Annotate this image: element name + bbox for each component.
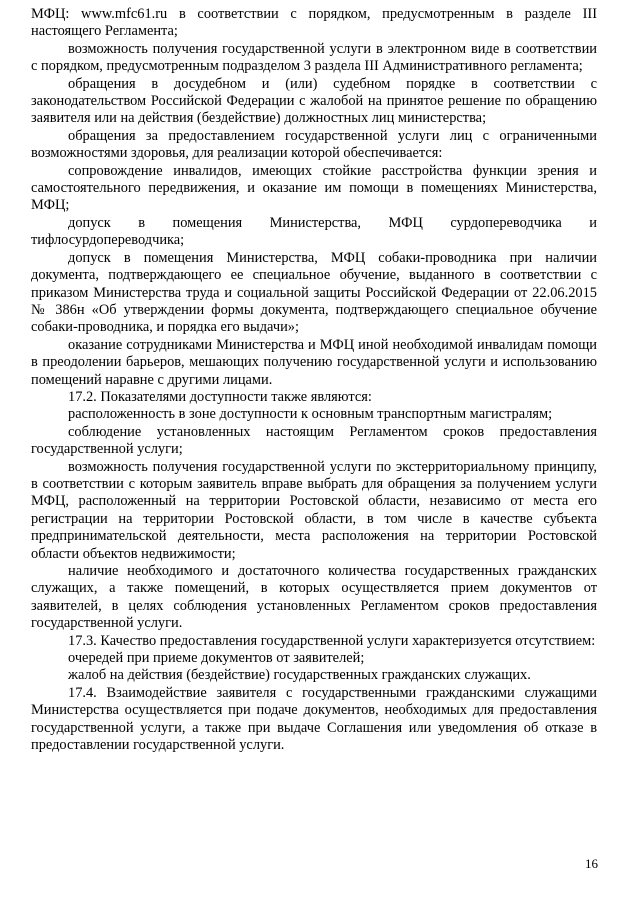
paragraph-17-2-heading: 17.2. Показателями доступности также являются:: [68, 388, 372, 405]
paragraph-no-queues: очередей при приеме документов от заявителей;: [68, 650, 365, 667]
paragraph-17-4-interaction: 17.4. Взаимодействие заявителя с государственными гражданскими служащими Министерства осуществляется при подаче документов, необходимых для предоставления государственной услуги, а также при выдаче Соглашения или уведомления об отказе в предоставлении государственной услуги.: [31, 684, 597, 754]
paragraph-appeal: обращения в досудебном и (или) судебном порядке в соответствии с законодательством Российской Федерации с жалобой на принятое решение по обращению заявителя или на действия (бездействие) должностных лиц министерства;: [31, 75, 597, 127]
paragraph-escort: сопровождение инвалидов, имеющих стойкие расстройства функции зрения и самостоятельного передвижения, и оказание им помощи в помещениях Министерства, МФЦ;: [31, 162, 597, 214]
paragraph-no-complaints: жалоб на действия (бездействие) государственных гражданских служащих.: [68, 667, 531, 684]
paragraph-electronic-service: возможность получения государственной услуги в электронном виде в соответствии с порядком, предусмотренным подразделом 3 раздела III Административного регламента;: [31, 40, 597, 75]
paragraph-disabled-access: обращения за предоставлением государственной услуги лиц с ограниченными возможностями здоровья, для реализации которой обеспечивается:: [31, 127, 597, 162]
paragraph-staff-premises: наличие необходимого и достаточного количества государственных гражданских служащих, а также помещений, в которых осуществляется прием документов от заявителей, в целях соблюдения установленных Регламентом сроков предоставления государственной услуги.: [31, 563, 597, 632]
paragraph-mfc-website: МФЦ: www.mfc61.ru в соответствии с порядком, предусмотренным в разделе III настоящего Регламента;: [31, 6, 597, 40]
paragraph-deadlines: соблюдение установленных настоящим Регламентом сроков предоставления государственной услуги;: [31, 423, 597, 458]
paragraph-extraterritorial: возможность получения государственной услуги по экстерриториальному принципу, в соответствии с которым заявитель вправе выбрать для обращения за получением услуги МФЦ, расположенный на территории Ростовской области, независимо от места его регистрации на территории Ростовской области, в том числе в качестве субъекта предпринимательской деятельности, места расположения на территории Ростовской области объектов недвижимости;: [31, 458, 597, 562]
paragraph-staff-assistance: оказание сотрудниками Министерства и МФЦ иной необходимой инвалидам помощи в преодолении барьеров, мешающих получению государственной услуги и использованию помещений наравне с другими лицами.: [31, 336, 597, 388]
paragraph-sign-interpreter: допуск в помещения Министерства, МФЦ сурдопереводчика и тифлосурдопереводчика;: [31, 214, 597, 249]
paragraph-guide-dog: допуск в помещения Министерства, МФЦ собаки-проводника при наличии документа, подтверждающего ее специальное обучение, выданного в соответствии с приказом Министерства труда и социальной защиты Российской Федерации от 22.06.2015 № 386н «Об утверждении формы документа, подтверждающего специальное обучение собаки-проводника, и порядка его выдачи»;: [31, 249, 597, 336]
paragraph-transport: расположенность в зоне доступности к основным транспортным магистралям;: [68, 406, 553, 423]
page-number: 16: [585, 856, 598, 871]
document-page: [31, 6, 597, 754]
paragraph-17-3-heading: 17.3. Качество предоставления государственной услуги характеризуется отсутствием:: [68, 632, 596, 649]
